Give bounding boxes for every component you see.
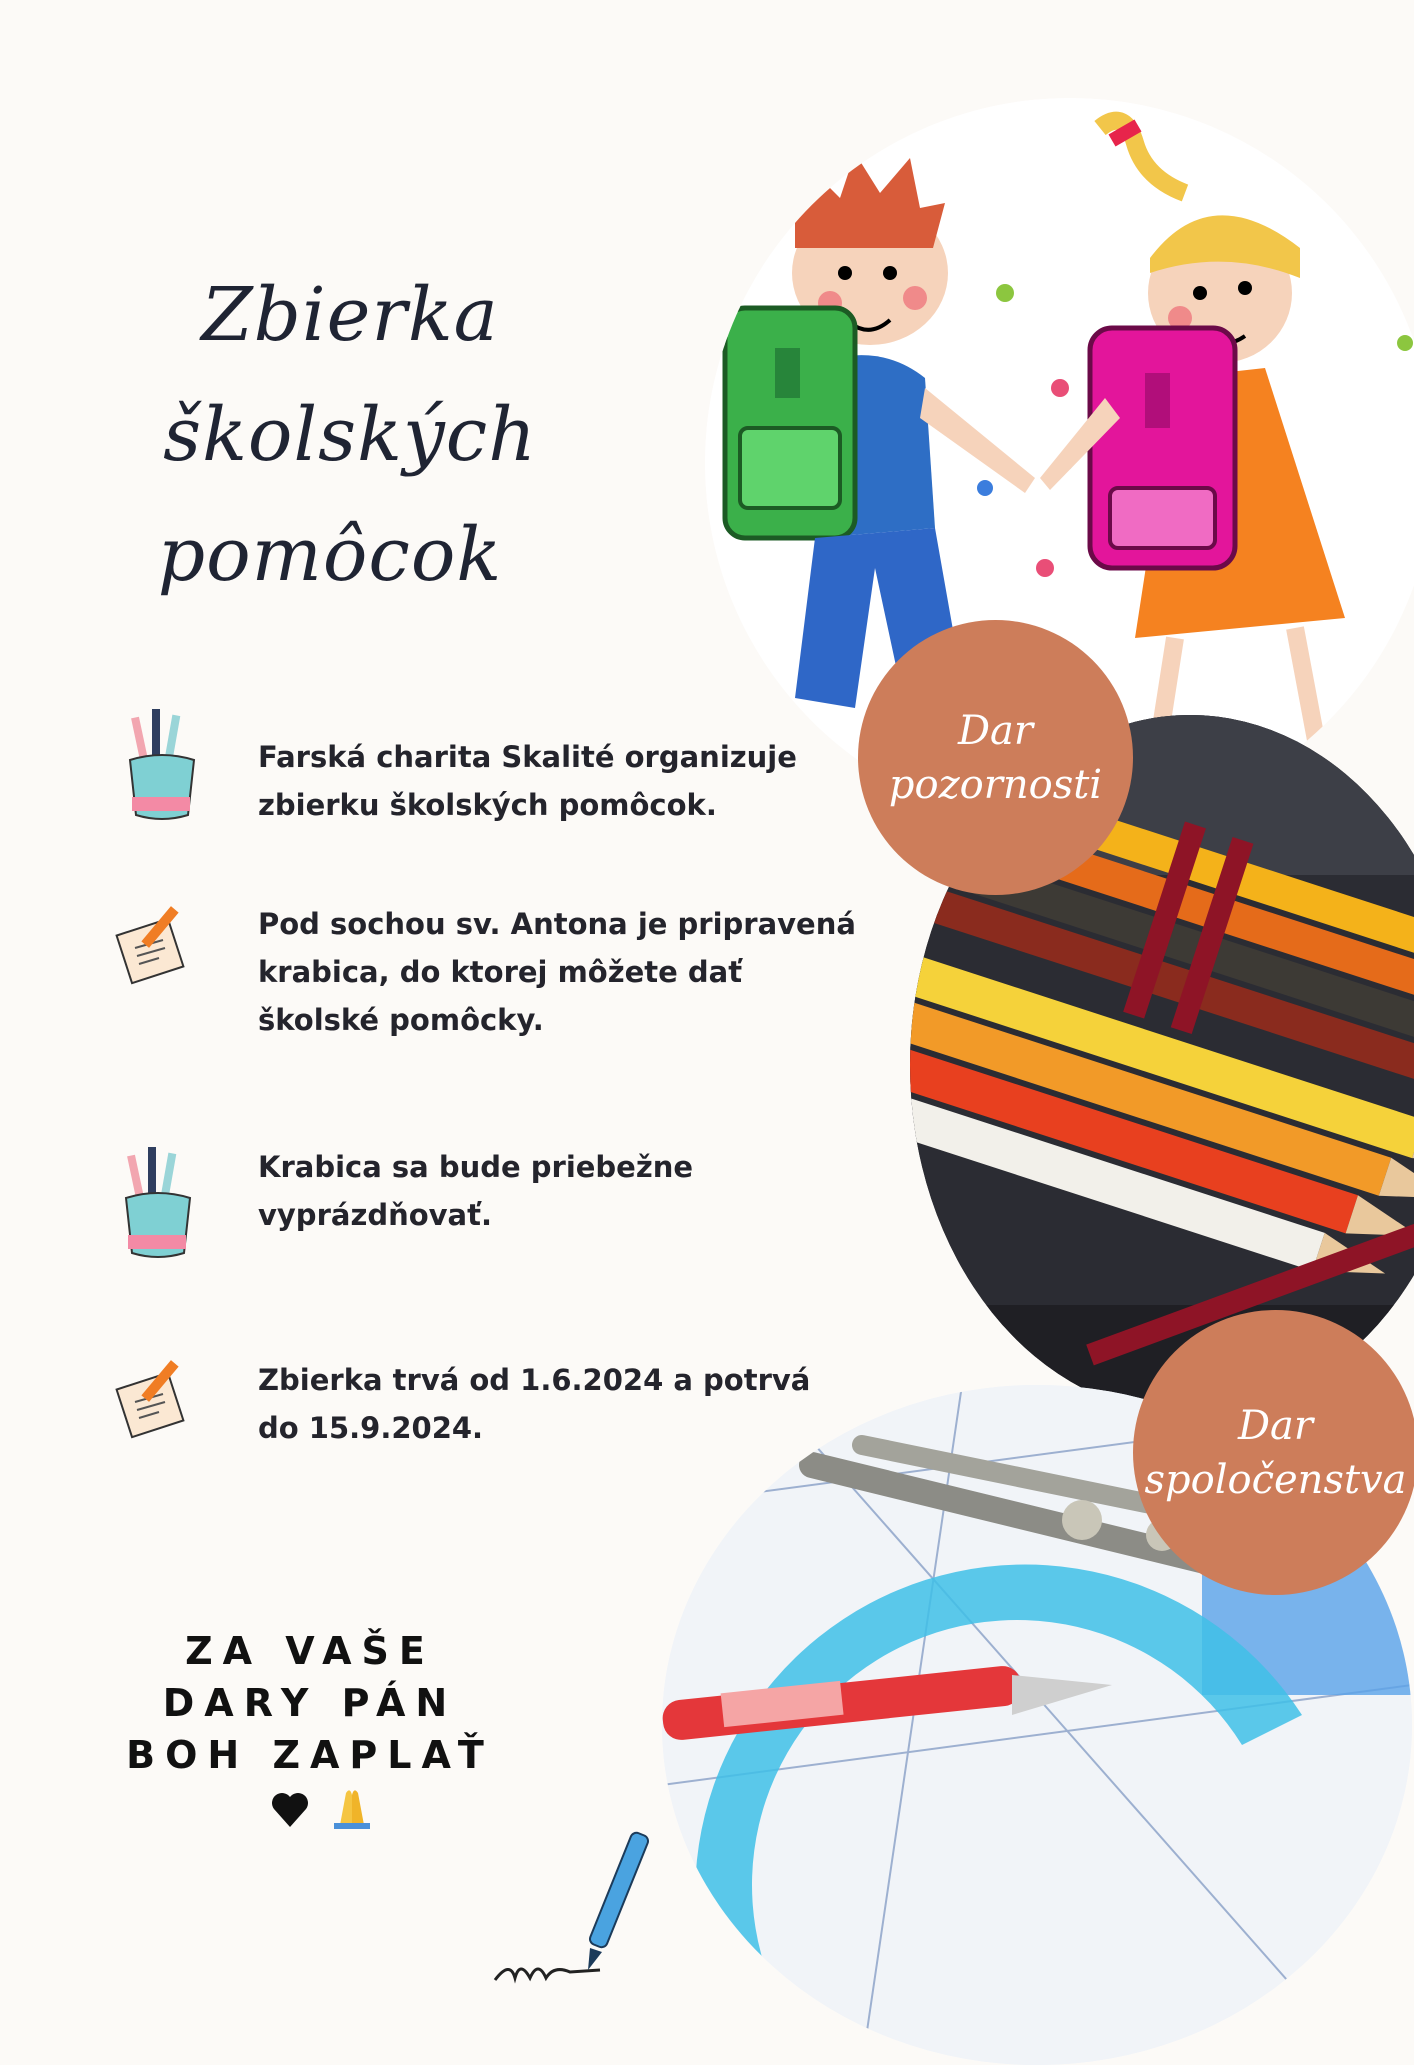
notebook-pen-icon — [115, 898, 195, 988]
praying-hands-icon — [334, 1790, 370, 1829]
title-line-1: Zbierka školských — [163, 272, 537, 478]
list-item: Farská charita Skalité organizuje zbierku školských pomôcok. — [258, 740, 797, 822]
heart-icon — [272, 1793, 308, 1827]
pencil-cup-icon — [118, 1143, 198, 1263]
thanks-line-3: BOH ZAPLAŤ — [126, 1733, 494, 1777]
heart-praying-hands-row — [270, 1783, 390, 1833]
badge-line-2: spoločenstva — [1144, 1456, 1407, 1503]
badge-line-1: Dar — [957, 707, 1034, 754]
page-title — [40, 255, 660, 615]
badge-dar-spolocenstva — [1133, 1310, 1414, 1595]
thanks-line-1: ZA VAŠE — [185, 1629, 435, 1673]
list-item: Pod sochou sv. Antona je pripravená krabica, do ktorej môžete dať školské pomôcky. — [258, 907, 856, 1037]
title-line-2: pomôcok — [157, 512, 503, 598]
notebook-pen-icon — [115, 1352, 195, 1442]
badge-dar-pozornosti — [858, 620, 1133, 895]
badge-line-1: Dar — [1237, 1402, 1314, 1449]
badge-line-2: pozornosti — [888, 761, 1103, 808]
thanks-line-2: DARY PÁN — [162, 1681, 458, 1725]
pen-signature-icon — [490, 1820, 680, 1990]
thanks-text — [120, 1625, 500, 1781]
list-item: Zbierka trvá od 1.6.2024 a potrvá do 15.9.2024. — [258, 1363, 811, 1445]
list-item: Krabica sa bude priebežne vyprázdňovať. — [258, 1150, 694, 1232]
pencil-cup-icon — [122, 705, 202, 825]
